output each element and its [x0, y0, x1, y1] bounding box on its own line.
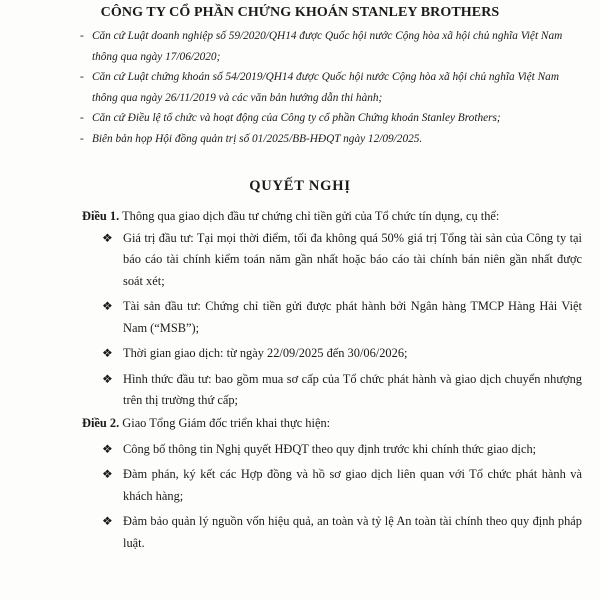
diamond-bullet-icon: ❖: [102, 346, 113, 360]
list-item-text: Tài sản đầu tư: Chứng chỉ tiền gửi được phát hành bởi Ngân hàng TMCP Hàng Hải Việt Nam (“MSB”);: [123, 299, 582, 335]
legal-basis-text: Căn cứ Điều lệ tổ chức và hoạt động của Công ty cổ phần Chứng khoán Stanley Brothers;: [92, 112, 501, 124]
legal-basis-text: Biên bản họp Hội đồng quản trị số 01/2025/BB-HĐQT ngày 12/09/2025.: [92, 132, 423, 145]
list-item: [82, 511, 582, 554]
diamond-bullet-icon: ❖: [102, 230, 113, 245]
legal-bases: [80, 26, 580, 149]
list-item-text: Giá trị đầu tư: Tại mọi thời điểm, tối đa không quá 50% giá trị Tổng tài sản của Công ty tại báo cáo tài chính kiểm toán năm gần nhất hoặc báo cáo tài chính bán niên gần nhất được soát xét;: [123, 230, 582, 288]
list-item-text: Đàm phán, ký kết các Hợp đồng và hồ sơ giao dịch liên quan với Tổ chức phát hành và khách hàng;: [123, 467, 582, 503]
article-2-label: Điều 2.: [82, 416, 120, 430]
legal-basis-text: Căn cứ Luật chứng khoán số 54/2019/QH14 được Quốc hội nước Cộng hòa xã hội chủ nghĩa Việt Nam thông qua ngày 26/11/2019 và các văn bản hướng dẫn thi hành;: [92, 71, 559, 104]
list-item-text: Thời gian giao dịch: từ ngày 22/09/2025 đến 30/06/2026;: [123, 346, 408, 360]
list-item: [82, 228, 582, 293]
list-item-text: Công bố thông tin Nghị quyết HĐQT theo quy định trước khi chính thức giao dịch;: [123, 441, 537, 456]
list-item: [82, 296, 582, 339]
list-item: [82, 343, 582, 365]
legal-basis-item: [80, 108, 580, 129]
article-1: [82, 206, 582, 412]
list-item-text: Hình thức đầu tư: bao gồm mua sơ cấp của Tổ chức phát hành và giao dịch chuyển nhượng trên thị trường thứ cấp;: [123, 371, 582, 407]
list-item: [82, 464, 582, 507]
dash-marker: -: [80, 71, 84, 83]
article-1-bullets: [82, 228, 582, 412]
article-2-heading: [82, 413, 582, 435]
list-item: [82, 439, 582, 461]
article-1-intro: Thông qua giao dịch đầu tư chứng chỉ tiền gửi của Tổ chức tín dụng, cụ thể:: [122, 209, 500, 223]
article-2-intro: Giao Tổng Giám đốc triển khai thực hiện:: [122, 416, 331, 430]
article-2: [82, 413, 582, 554]
diamond-bullet-icon: ❖: [102, 371, 113, 386]
dash-marker: -: [80, 112, 84, 124]
legal-basis-item: [80, 67, 580, 108]
resolution-title: QUYẾT NGHỊ: [249, 178, 351, 194]
list-item: [82, 369, 582, 412]
article-1-heading: [82, 206, 582, 228]
article-1-label: Điều 1.: [82, 209, 120, 223]
legal-basis-item: [80, 129, 580, 150]
dash-marker: -: [80, 132, 84, 145]
diamond-bullet-icon: ❖: [102, 467, 113, 481]
article-2-bullets: [82, 439, 582, 555]
company-name: CÔNG TY CỔ PHẦN CHỨNG KHOÁN STANLEY BROTHERS: [100, 5, 500, 20]
legal-basis-text: Căn cứ Luật doanh nghiệp số 59/2020/QH14 được Quốc hội nước Cộng hòa xã hội chủ nghĩa Việt Nam thông qua ngày 17/06/2020;: [92, 30, 563, 63]
legal-basis-item: [80, 26, 580, 67]
diamond-bullet-icon: ❖: [102, 299, 113, 313]
diamond-bullet-icon: ❖: [102, 514, 113, 528]
list-item-text: Đảm bảo quản lý nguồn vốn hiệu quả, an toàn và tỷ lệ An toàn tài chính theo quy định pháp luật.: [123, 514, 582, 550]
dash-marker: -: [80, 30, 84, 42]
diamond-bullet-icon: ❖: [102, 441, 113, 456]
